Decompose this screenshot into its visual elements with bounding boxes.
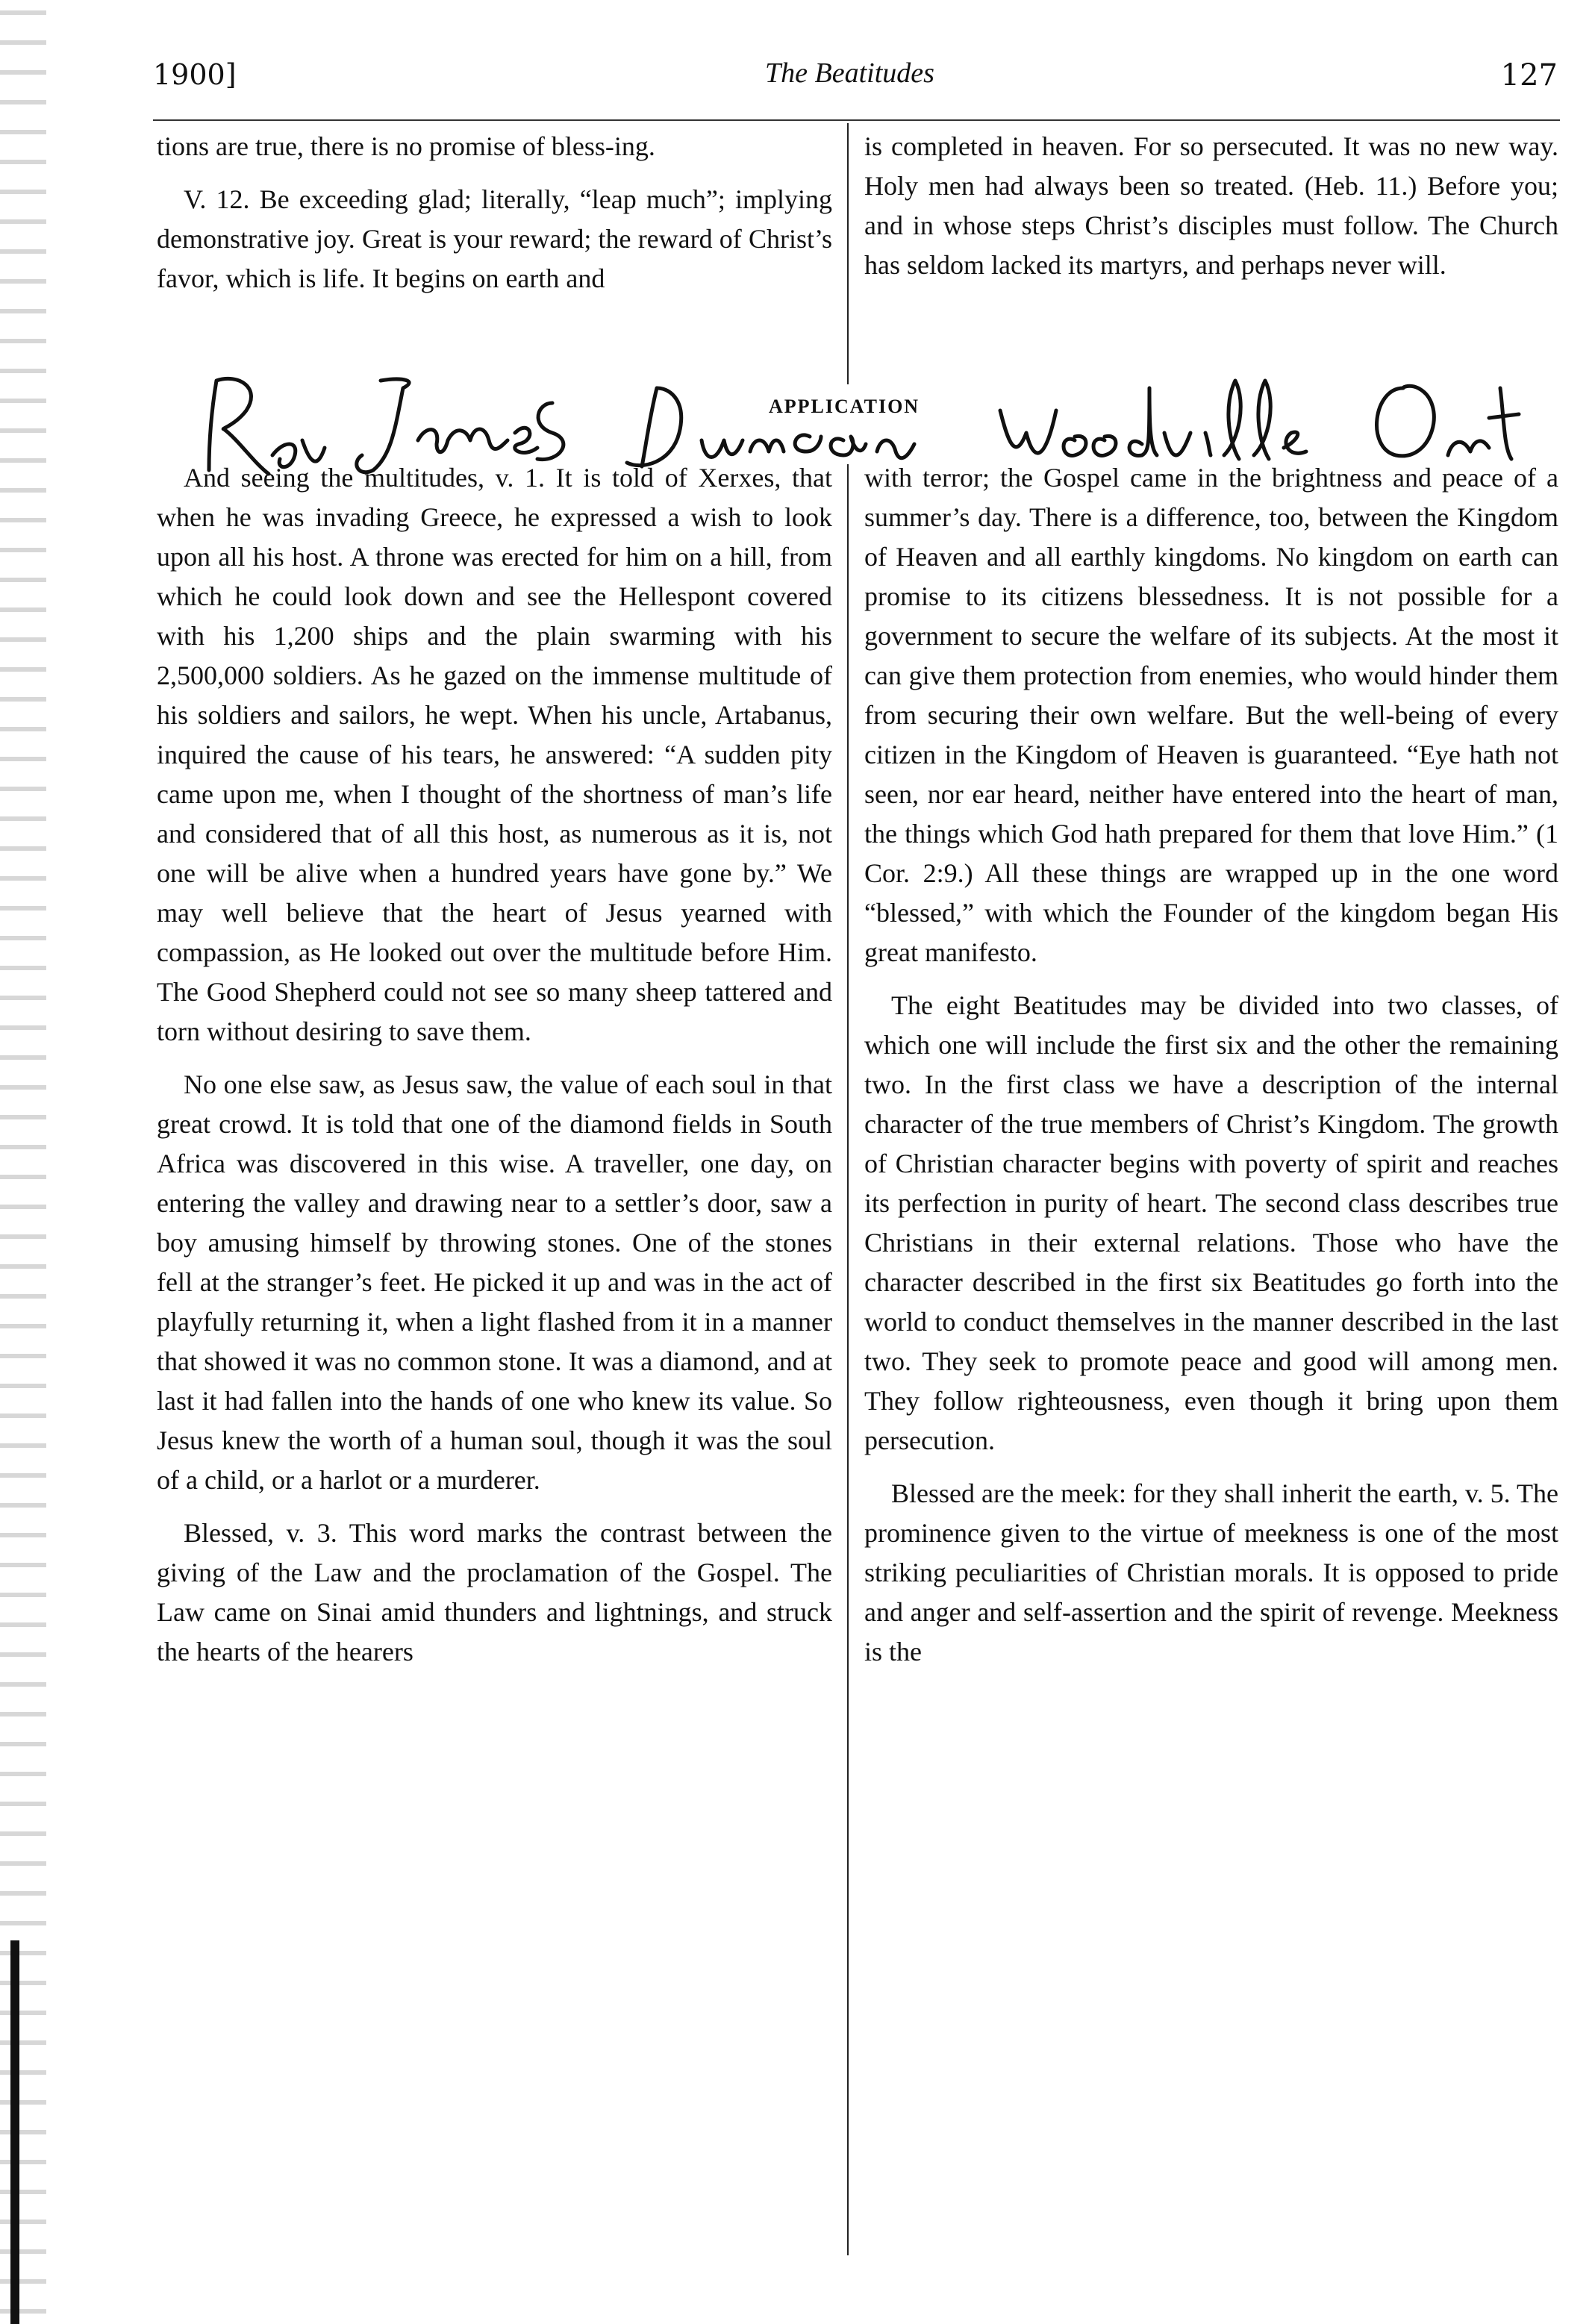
paragraph: tions are true, there is no promise of bless-ing. <box>157 131 655 161</box>
right-column <box>864 458 1558 1685</box>
paragraph: is completed in heaven. For so persecuted. It was no new way. Holy men had always been so treated. (Heb. 11.) Before you; and in whose steps Christ’s disciples must follow. The Church has seldom lacked its martyrs, and perhaps never will. <box>864 131 1558 280</box>
right-column-top <box>864 127 1558 299</box>
column-divider-main <box>847 464 849 2255</box>
left-column-top <box>157 127 832 312</box>
binding-edge <box>10 1940 19 2324</box>
left-column <box>157 458 832 1685</box>
running-header <box>153 52 1558 107</box>
paragraph: with terror; the Gospel came in the brightness and peace of a summer’s day. There is a difference, too, between the Kingdom of Heaven and all earthly kingdoms. No kingdom on earth can promise to its citizens blessedness. It is not possible for a government to secure the welfare of its subjects. At the most it can give them protection from enemies, who would hinder them from securing their own welfare. But the well-being of every citizen in the Kingdom of Heaven is guaranteed. “Eye hath not seen, nor ear heard, neither have entered into the heart of man, the things which God hath prepared for them that love Him.” (1 Cor. 2:9.) All these things are wrapped up in the one word “blessed,” with which the Founder of the kingdom began His great manifesto. <box>864 463 1558 967</box>
header-title: The Beatitudes <box>765 57 934 89</box>
paragraph: V. 12. Be exceeding glad; literally, “leap much”; implying demonstrative joy. Great is your reward; the reward of Christ’s favor, which is life. It begins on earth and <box>157 184 832 293</box>
paragraph: Blessed, v. 3. This word marks the contrast between the giving of the Law and the proclamation of the Gospel. The Law came on Sinai amid thunders and lightnings, and struck the hearts of the hearers <box>157 1518 832 1667</box>
binding-shadow <box>0 0 46 2324</box>
header-rule <box>153 119 1560 121</box>
page-number: 127 <box>1500 58 1558 93</box>
paragraph: The eight Beatitudes may be divided into two classes, of which one will include the first six and the other the remaining two. In the first class we have a description of the internal character of the true members of Christ’s Kingdom. The growth of Christian character begins with poverty of spirit and reaches its perfection in purity of heart. The second class describes true Christians in their external relations. Those who have the character described in the first six Beatitudes go forth into the world to conduct themselves in the manner described in the last two. They seek to promote peace and good will among men. They follow righteousness, even though it bring upon them persecution. <box>864 990 1558 1455</box>
paragraph: Blessed are the meek: for they shall inherit the earth, v. 5. The prominence given to the virtue of meekness is one of the most striking peculiarities of Christian morals. It is opposed to pride and anger and self-assertion and the spirit of revenge. Meekness is the <box>864 1478 1558 1667</box>
section-heading: APPLICATION <box>769 396 920 417</box>
column-divider-top <box>847 123 849 384</box>
paragraph: And seeing the multitudes, v. 1. It is told of Xerxes, that when he was invading Greece, he expressed a wish to look upon all his host. A throne was erected for him on a hill, from which he could look down and see the Hellespont covered with his 1,200 ships and the plain swarming with his 2,500,000 soldiers. As he gazed on the immense multitude of his soldiers and sailors, he wept. When his uncle, Artabanus, inquired the cause of his tears, he answered: “A sudden pity came upon me, when I thought of the shortness of man’s life and considered that of all this host, as numerous as it is, not one will be alive when a hundred years have gone by.” We may well believe that the heart of Jesus yearned with compassion, as He looked out over the multitude before Him. The Good Shepherd could not see so many sheep tattered and torn without desiring to save them. <box>157 463 832 1046</box>
paragraph: No one else saw, as Jesus saw, the value of each soul in that great crowd. It is told that one of the diamond fields in South Africa was discovered in this wise. A traveller, one day, on entering the valley and drawing near to a settler’s door, saw a boy amusing himself by throwing stones. One of the stones fell at the stranger’s feet. He picked it up and was in the act of playfully returning it, when a light flashed from it in a manner that showed it was no common stone. It was a diamond, and at last it had fallen into the hands of one who knew its value. So Jesus knew the worth of a human soul, though it was the soul of a child, or a harlot or a murderer. <box>157 1069 832 1495</box>
header-year: 1900] <box>153 58 237 91</box>
